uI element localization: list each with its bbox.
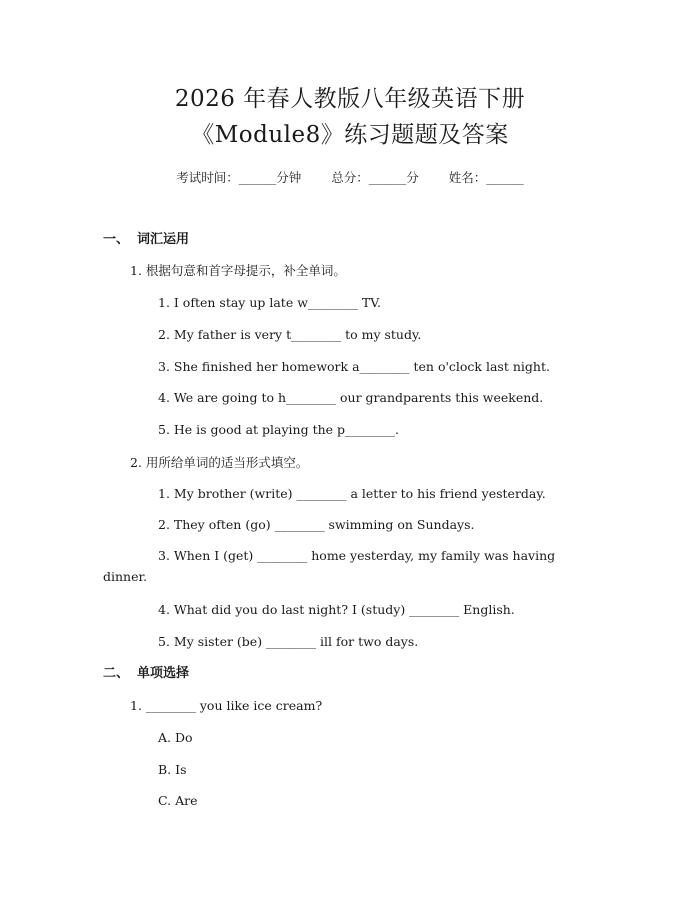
- exam-info-row: [0, 169, 700, 187]
- question-item: 2. My father is very t________ to my study.: [158, 327, 422, 342]
- document-title-line-1: 2026 年春人教版八年级英语下册: [174, 86, 526, 112]
- question-item: 5. My sister (be) ________ ill for two days.: [158, 634, 419, 649]
- answer-option: C. Are: [158, 793, 198, 808]
- group-instruction: 2. 用所给单词的适当形式填空。: [130, 455, 309, 470]
- answer-option: B. Is: [158, 762, 187, 777]
- section-number: 一、: [103, 232, 130, 247]
- section-title: 单项选择: [137, 666, 190, 681]
- student-name-field: 姓名：______: [448, 170, 524, 185]
- section-heading-multiple-choice: [103, 665, 189, 683]
- document-title-line-2: 《Module8》练习题题及答案: [191, 122, 509, 148]
- exam-time-field: 考试时间：______分钟: [176, 170, 302, 185]
- question-line: 3. When I (get) ________ home yesterday, my family was having: [158, 548, 556, 563]
- total-score-field: 总分：______分: [331, 170, 419, 185]
- question-item: 1. My brother (write) ________ a letter to his friend yesterday.: [158, 486, 546, 501]
- question-item: 3. She finished her homework a________ ten o'clock last night.: [158, 359, 550, 374]
- question-item: 4. What did you do last night? I (study) ________ English.: [158, 602, 515, 617]
- section-title: 词汇运用: [137, 232, 190, 247]
- answer-option: A. Do: [158, 730, 193, 745]
- question-line-continued: dinner.: [103, 569, 148, 584]
- question-stem: 1. ________ you like ice cream?: [130, 698, 323, 713]
- question-item: 1. I often stay up late w________ TV.: [158, 295, 382, 310]
- section-heading-vocabulary: [103, 231, 189, 249]
- section-number: 二、: [103, 666, 130, 681]
- question-item-wrapped: [103, 545, 623, 587]
- question-item: 5. He is good at playing the p________.: [158, 422, 399, 437]
- question-item: 4. We are going to h________ our grandparents this weekend.: [158, 390, 544, 405]
- group-instruction: 1. 根据句意和首字母提示，补全单词。: [130, 263, 346, 278]
- question-item: 2. They often (go) ________ swimming on Sundays.: [158, 517, 475, 532]
